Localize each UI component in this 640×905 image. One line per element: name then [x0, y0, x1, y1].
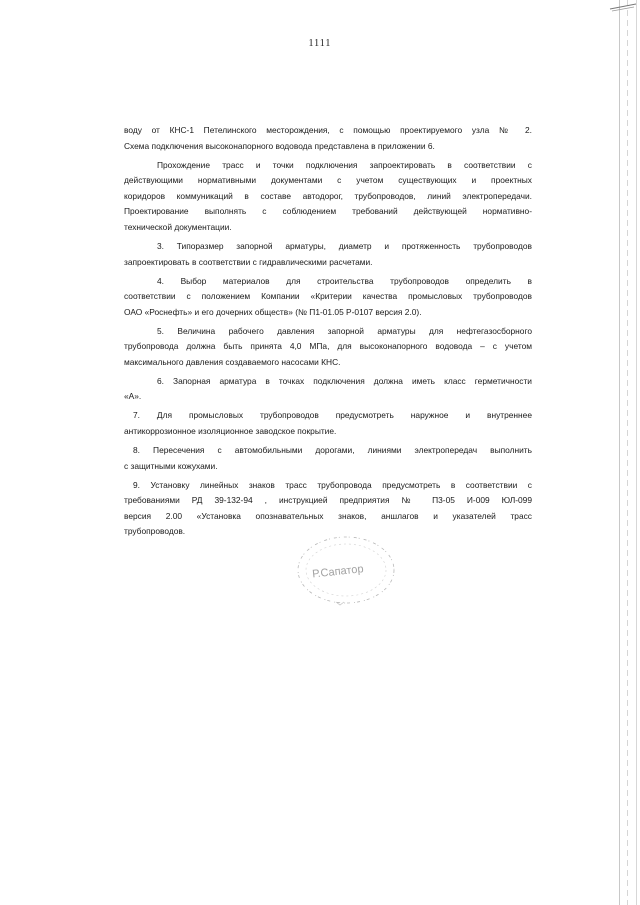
text-line: 9. Установку линейных знаков трасс трубопровода предусмотреть в соответствии с	[133, 479, 532, 490]
paragraph-routes	[124, 158, 532, 236]
text-line: «А».	[124, 391, 142, 402]
text-line: 8. Пересечения с автомобильными дорогами, линиями электропередач выполнить	[133, 445, 532, 456]
paragraph-item-7	[124, 408, 532, 439]
scan-edge-line	[636, 0, 637, 905]
scan-edge-line	[627, 0, 628, 905]
paragraph-item-6	[124, 374, 532, 405]
text-line: 6. Запорная арматура в точках подключения должна иметь класс герметичности	[157, 375, 532, 386]
paragraph-item-5	[124, 324, 532, 371]
paragraph-item-3	[124, 239, 532, 270]
text-line: трубопроводов.	[124, 526, 186, 537]
text-line: 5. Величина рабочего давления запорной арматуры для нефтегазосборного	[157, 325, 532, 336]
text-line: Схема подключения высоконапорного водовода представлена в приложении 6.	[124, 140, 435, 151]
text-line: действующими нормативными документами с учетом существующих и проектных	[124, 175, 532, 186]
text-line: ОАО «Роснефть» и его дочерних обществ» (№ П1-01.05 Р-0107 версия 2.0).	[124, 306, 422, 317]
faded-stamp	[290, 530, 400, 610]
text-line: версия 2.00 «Установка опознавательных знаков, аншлагов и указателей трасс	[124, 510, 532, 521]
text-line: Проектирование выполнять с соблюдением требований действующей нормативно-	[124, 206, 532, 217]
document-body	[124, 123, 532, 543]
text-line: Прохождение трасс и точки подключения запроектировать в соответствии с	[157, 159, 532, 170]
paragraph-continuation	[124, 123, 532, 154]
text-line: 3. Типоразмер запорной арматуры, диаметр и протяженность трубопроводов	[157, 240, 532, 251]
scan-corner-mark	[608, 2, 638, 12]
text-line: максимального давления создаваемого насосами КНС.	[124, 356, 341, 367]
scan-edge-line	[619, 0, 620, 905]
text-line: запроектировать в соответствии с гидравлическими расчетами.	[124, 256, 373, 267]
paragraph-item-8	[124, 443, 532, 474]
text-line: 7. Для промысловых трубопроводов предусмотреть наружное и внутреннее	[133, 410, 532, 421]
text-line: с защитными кожухами.	[124, 460, 218, 471]
text-line: требованиями РД 39-132-94 , инструкцией предприятия № П3-05 И-009 ЮЛ-099	[124, 495, 532, 506]
text-line: воду от КНС-1 Петелинского месторождения, с помощью проектируемого узла № 2.	[124, 125, 532, 135]
text-line: трубопровода должна быть принята 4,0 МПа, для высоконапорного водовода – с учетом	[124, 341, 532, 352]
text-line: коридоров коммуникаций в составе автодорог, трубопроводов, линий электропередачи.	[124, 190, 532, 201]
paragraph-item-4	[124, 274, 532, 321]
page-number: 1111	[308, 38, 332, 49]
text-line: 4. Выбор материалов для строительства трубопроводов определить в	[157, 275, 532, 286]
text-line: технической документации.	[124, 221, 232, 232]
text-line: антикоррозионное изоляционное заводское покрытие.	[124, 426, 337, 437]
svg-text:Р.Сапатор: Р.Сапатор	[311, 563, 365, 581]
text-line: соответствии с положением Компании «Критерии качества промысловых трубопроводов	[124, 291, 532, 302]
